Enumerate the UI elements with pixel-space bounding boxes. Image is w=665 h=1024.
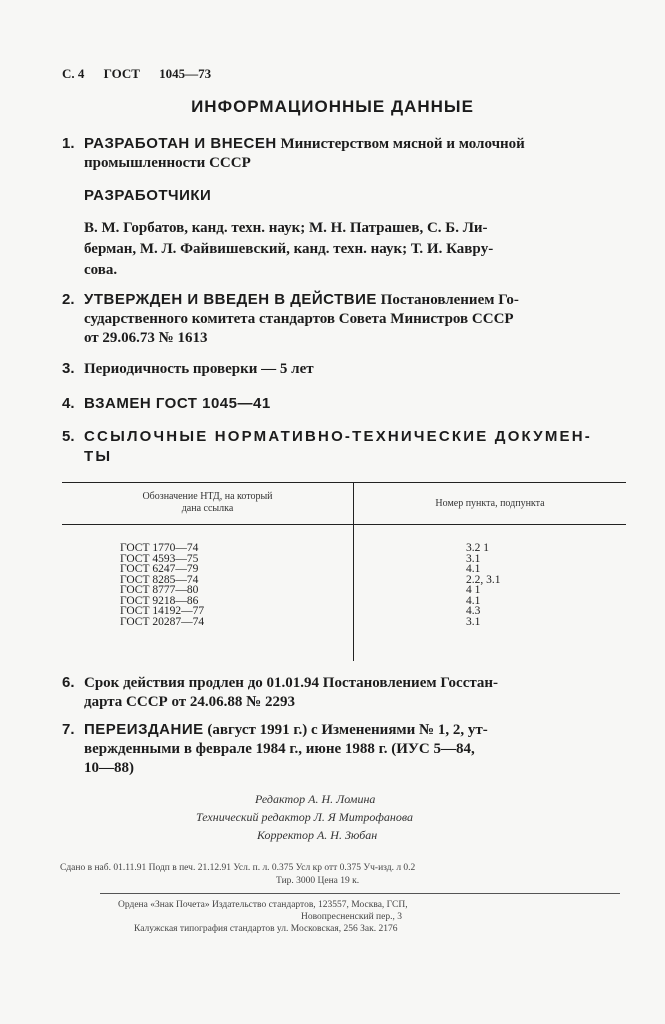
item-7 [62,720,626,778]
table-cell-clause: 4.1 [466,594,481,607]
doc-number: 1045—73 [159,66,212,81]
table-cell-clause: 4.3 [466,605,481,617]
item-6-number: 6. [62,674,75,691]
table-cell-clause: 3.2 1 [466,542,489,554]
item-4-caps: ВЗАМЕН ГОСТ 1045—41 [84,395,271,412]
item-7-text-2: вержденными в феврале 1984 г., июне 1988 г. (ИУС 5—84, [84,741,475,757]
item-1-text: Министерством мясной и молочной [280,136,525,152]
item-2-caps: УТВЕРЖДЕН И ВВЕДЕН В ДЕЙСТВИЕ [84,291,377,308]
table-cell-ref: ГОСТ 1770—74 [120,542,199,554]
item-7-text: (август 1991 г.) с Изменениями № 1, 2, ут- [207,722,488,738]
item-2-text: Постановлением Го- [380,292,519,308]
developers-line-1: В. М. Горбатов, канд. техн. наук; М. Н. Патрашев, С. Б. Ли- [84,220,488,236]
item-6 [62,673,626,712]
table-cell-clause: 3.1 [466,552,481,565]
item-1-caps: РАЗРАБОТАН И ВНЕСЕН [84,135,277,152]
page-number: С. 4 [62,66,85,81]
credit-corrector: Корректор А. Н. Зюбан [257,828,378,842]
item-7-number: 7. [62,721,75,738]
item-4 [62,394,626,414]
imprint-line-3: Ордена «Знак Почета» Издательство стандартов, 123557, Москва, ГСП, [118,900,408,910]
table-top-rule [62,482,626,483]
table-header-rule [62,524,626,525]
table-cell-clause: 2.2, 3.1 [466,573,501,586]
item-2-text-3: от 29.06.73 № 1613 [84,330,208,346]
item-5-number: 5. [62,428,75,445]
item-1 [62,134,626,173]
table-col1-header [62,491,353,515]
table-col2-header: Номер пункта, подпункта [435,498,545,509]
item-2-text-2: сударственного комитета стандартов Совета Министров СССР [84,311,514,327]
table-col2-cells [466,543,501,627]
credit-tech-editor: Технический редактор Л. Я Митрофанова [196,810,414,824]
item-2-number: 2. [62,291,75,308]
developers [62,186,626,205]
table-cell-ref: ГОСТ 14192—77 [120,605,205,617]
item-7-caps: ПЕРЕИЗДАНИЕ [84,721,204,738]
item-4-number: 4. [62,395,75,412]
item-7-text-3: 10—88) [84,760,134,776]
table-cell-ref: ГОСТ 4593—75 [120,552,199,565]
item-5 [62,427,626,466]
imprint-rule [100,893,620,894]
item-6-text-2: дарта СССР от 24.06.88 № 2293 [84,694,295,710]
developers-line-3: сова. [84,262,118,278]
table-cell-ref: ГОСТ 8285—74 [120,573,199,586]
imprint-line-5: Калужская типография стандартов ул. Московская, 256 Зак. 2176 [134,924,398,934]
doc-type: ГОСТ [103,66,140,81]
developers-list [62,218,626,281]
table-cell-clause: 4 1 [466,584,481,596]
table-cell-ref: ГОСТ 20287—74 [120,615,205,628]
item-6-text: Срок действия продлен до 01.01.94 Постановлением Госстан- [84,675,499,691]
item-1-number: 1. [62,135,75,152]
imprint-line-1: Сдано в наб. 01.11.91 Подп в печ. 21.12.91 Усл. п. л. 0.375 Усл кр отт 0.375 Уч-изд. л 0.2 [60,863,416,873]
credit-editor: Редактор А. Н. Ломина [255,792,376,806]
item-3 [62,359,626,379]
table-cell-clause: 3.1 [466,615,481,628]
table-cell-clause: 4.1 [466,563,481,575]
table-cell-ref: ГОСТ 9218—86 [120,594,199,607]
developers-line-2: берман, М. Л. Файвишевский, канд. техн. наук; Т. И. Каврy- [84,241,494,257]
item-5-caps-2: ТЫ [84,448,113,465]
page-header [62,66,227,82]
item-2 [62,290,626,348]
page-title: ИНФОРМАЦИОННЫЕ ДАННЫЕ [191,97,474,116]
item-1-text-2: промышленности СССР [84,155,251,171]
item-5-caps: ССЫЛОЧНЫЕ НОРМАТИВНО-ТЕХНИЧЕСКИЕ ДОКУМЕН- [84,428,592,445]
imprint-line-2: Тир. 3000 Цена 19 к. [276,876,360,886]
table-cell-ref: ГОСТ 8777—80 [120,584,199,596]
imprint-line-4: Новопресненский пер., 3 [301,912,402,922]
table-cell-ref: ГОСТ 6247—79 [120,563,199,575]
developers-heading: РАЗРАБОТЧИКИ [84,187,212,204]
table-col1-header-line2: дана ссылка [181,503,234,514]
table-col1-header-line1: Обозначение НТД, на который [142,491,273,502]
item-3-number: 3. [62,360,75,377]
table-col1-cells [120,543,204,627]
item-3-text: Периодичность проверки — 5 лет [84,361,314,377]
